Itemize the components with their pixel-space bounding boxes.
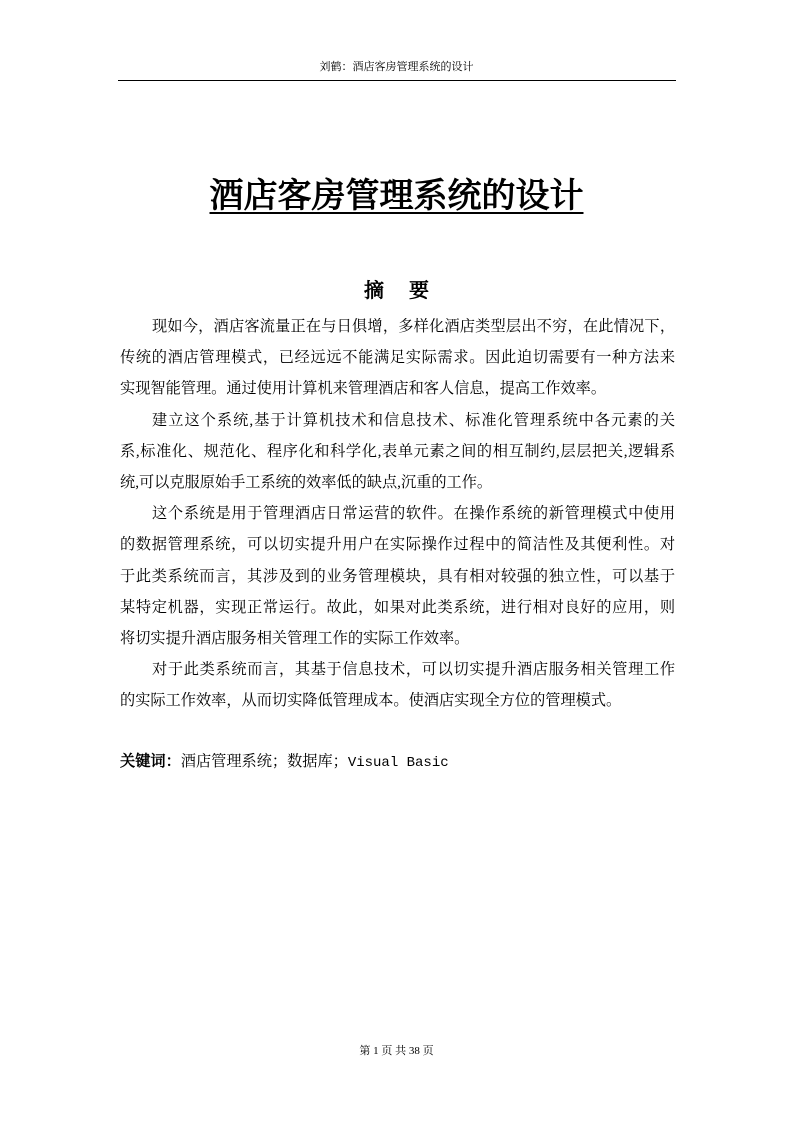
paragraph-line: 于此类系统而言，其涉及到的业务管理模块，具有相对较强的独立性，可以基于 (120, 567, 675, 585)
page-number: 第 1 页 共 38 页 (359, 1045, 434, 1057)
paragraph-line: 统,可以克服原始手工系统的效率低的缺点,沉重的工作。 (120, 473, 493, 491)
paragraph-line: 将切实提升酒店服务相关管理工作的实际工作效率。 (120, 629, 470, 647)
header-rule (118, 80, 676, 81)
paragraph-line: 对于此类系统而言，其基于信息技术，可以切实提升酒店服务相关管理工作 (152, 661, 675, 679)
paragraph-line: 实现智能管理。通过使用计算机来管理酒店和客人信息，提高工作效率。 (120, 380, 606, 398)
keywords-text-en: Visual Basic (347, 755, 449, 771)
keywords (120, 749, 675, 775)
paragraph-line: 现如今，酒店客流量正在与日俱增，多样化酒店类型层出不穷，在此情况下， (152, 318, 675, 335)
paragraph-line: 的实际工作效率，从而切实降低管理成本。使酒店实现全方位的管理模式。 (120, 692, 622, 710)
abstract-paragraph (120, 654, 675, 716)
paragraph-line: 建立这个系统,基于计算机技术和信息技术、标准化管理系统中各元素的关 (152, 411, 675, 429)
paragraph-line: 传统的酒店管理模式，已经远远不能满足实际需求。因此迫切需要有一种方法来 (120, 349, 675, 367)
abstract-paragraph (120, 405, 675, 499)
document-title: 酒店客房管理系统的设计 (209, 176, 584, 216)
abstract-body (120, 311, 675, 716)
abstract-paragraph (120, 498, 675, 654)
paragraph-line: 系,标准化、规范化、程序化和科学化,表单元素之间的相互制约,层层把关,逻辑系 (120, 442, 675, 460)
keywords-label: 关键词： (120, 752, 181, 770)
abstract-paragraph (120, 311, 675, 405)
keywords-text: 酒店管理系统；数据库； (180, 753, 348, 770)
paragraph-line: 某特定机器，实现正常运行。故此，如果对此类系统，进行相对良好的应用，则 (120, 598, 675, 616)
abstract-heading: 摘 要 (364, 278, 429, 302)
running-header: 刘鹤：酒店客房管理系统的设计 (319, 61, 474, 73)
paragraph-line: 的数据管理系统，可以切实提升用户在实际操作过程中的简洁性及其便利性。对 (120, 536, 675, 554)
paragraph-line: 这个系统是用于管理酒店日常运营的软件。在操作系统的新管理模式中使用 (152, 505, 675, 523)
